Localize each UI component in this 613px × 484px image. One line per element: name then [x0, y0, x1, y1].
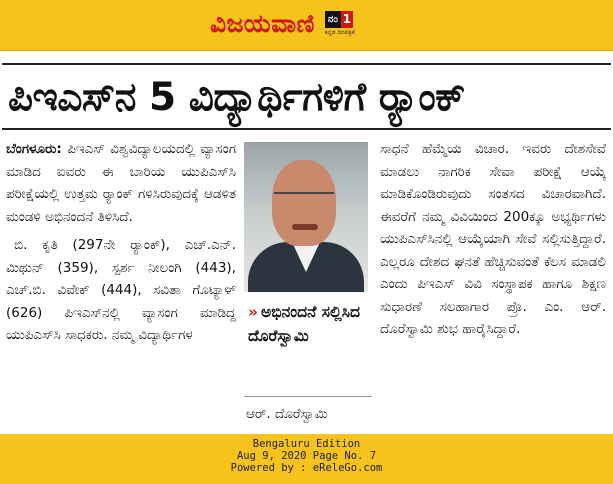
- photo-caption: [248, 300, 372, 348]
- article-column-left: [6, 138, 236, 353]
- dateline: ಬೆಂಗಳೂರು:: [6, 141, 62, 157]
- caption-text: ಅಭಿನಂದನೆ ಸಲ್ಲಿಸಿದ ದೊರೆಸ್ವಾಮಿ: [248, 303, 360, 345]
- badge-subtitle: ಕನ್ನಡ ದಿನಪತ್ರಿಕೆ: [324, 29, 355, 36]
- column-middle-tail: ಆರ್. ದೊರೆಸ್ವಾಮಿ: [246, 406, 328, 422]
- paragraph-2: ಬಿ. ಕೃತಿ (297ನೇ ರ‍್ಯಾಂಕ್), ಎಚ್.ಎನ್. ಮಿಥುನ್ (359), ಸ್ಪರ್ಶ ನೀಲಂಗಿ (443), ಎಚ್.ಬಿ. ವಿವೇಕ್ (444), ಸವಿತಾ ಗೊಟ್ಯಾಳ್ (626) ಪಿಇಎಸ್‌ನಲ್ಲಿ ವ್ಯಾಸಂಗ ಮಾಡಿದ್ದ ಯುಪಿಎಸ್‌ಸಿ ಸಾಧಕರು. ನಮ್ಮ ವಿದ್ಯಾರ್ಥಿಗಳ: [6, 237, 236, 343]
- badge-no-label: ನಂ: [325, 11, 341, 28]
- portrait-glasses: [274, 192, 334, 206]
- article-column-right: ಸಾಧನೆ ಹೆಮ್ಮೆಯ ವಿಚಾರ. ಇವರು ದೇಶಸೇವೆ ಮಾಡಲು ನಾಗರಿಕ ಸೇವಾ ಪರೀಕ್ಷೆ ಆಯ್ಕೆ ಮಾಡಿಕೊಂಡಿರುವುದು ಸಂತಸದ ವಿಚಾರವಾಗಿದೆ. ಈವರೆಗೆ ನಮ್ಮ ವಿವಿಯಿಂದ 200ಕ್ಕೂ ಅಭ್ಯರ್ಥಿಗಳು ಯುಪಿಎಸ್‌ಸಿನಲ್ಲಿ ಆಯ್ಕೆಯಾಗಿ ಸೇವೆ ಸಲ್ಲಿಸುತ್ತಿದ್ದಾರೆ. ಎಲ್ಲರೂ ದೇಶದ ಘನತೆ ಹೆಚ್ಚಿಸುವಂತೆ ಕೆಲಸ ಮಾಡಲಿ ಎಂದು ಪಿಇಎಸ್ ವಿವಿ ಸಂಸ್ಥಾಪಕ ಹಾಗೂ ಶಿಕ್ಷಣ ಸುಧಾರಣೆ ಸಲಹಾಗಾರ ಪ್ರೊ. ಎಂ. ಆರ್. ದೊರೆಸ್ವಾಮಿ ಶುಭ ಹಾರೈಸಿದ್ದಾರೆ.: [380, 141, 606, 337]
- portrait-photo: [244, 142, 368, 292]
- number-one-badge: [325, 11, 355, 37]
- article-headline: ಪಿಇಎಸ್‌ನ 5 ವಿದ್ಯಾರ್ಥಿಗಳಿಗೆ ರ‍್ಯಾಂಕ್: [8, 75, 465, 120]
- headline-divider: [2, 128, 611, 130]
- badge-one-label: 1: [342, 12, 351, 26]
- portrait-mouth: [292, 224, 318, 230]
- caption-divider: [244, 396, 372, 397]
- paragraph-1-text: ಪಿಇಎಸ್ ವಿಶ್ವವಿದ್ಯಾಲಯದಲ್ಲಿ ವ್ಯಾಸಂಗ ಮಾಡಿದ ಐವರು ಈ ಬಾರಿಯ ಯುಪಿಎಸ್‌ಸಿ ಪರೀಕ್ಷೆಯಲ್ಲಿ ಉತ್ತಮ ರ‍್ಯಾಂಕ್ ಗಳಿಸಿರುವುದಕ್ಕೆ ಆಡಳಿತ ಮಂಡಳಿ ಅಭಿನಂದನೆ ತಿಳಿಸಿದೆ.: [6, 141, 236, 225]
- masthead[interactable]: [210, 8, 355, 40]
- top-divider: [2, 63, 611, 65]
- masthead-bar: [0, 0, 613, 51]
- edition-name: Bengaluru Edition: [252, 438, 361, 450]
- edition-date-page: Aug 9, 2020 Page No. 7: [236, 450, 377, 462]
- powered-by-link[interactable]: Powered by : eReleGo.com: [230, 462, 383, 474]
- edition-footer: [0, 434, 613, 484]
- caption-arrow-icon: »: [248, 303, 259, 321]
- newspaper-logo: ವಿಜಯವಾಣಿ: [210, 9, 315, 38]
- paragraph-1: [6, 138, 236, 228]
